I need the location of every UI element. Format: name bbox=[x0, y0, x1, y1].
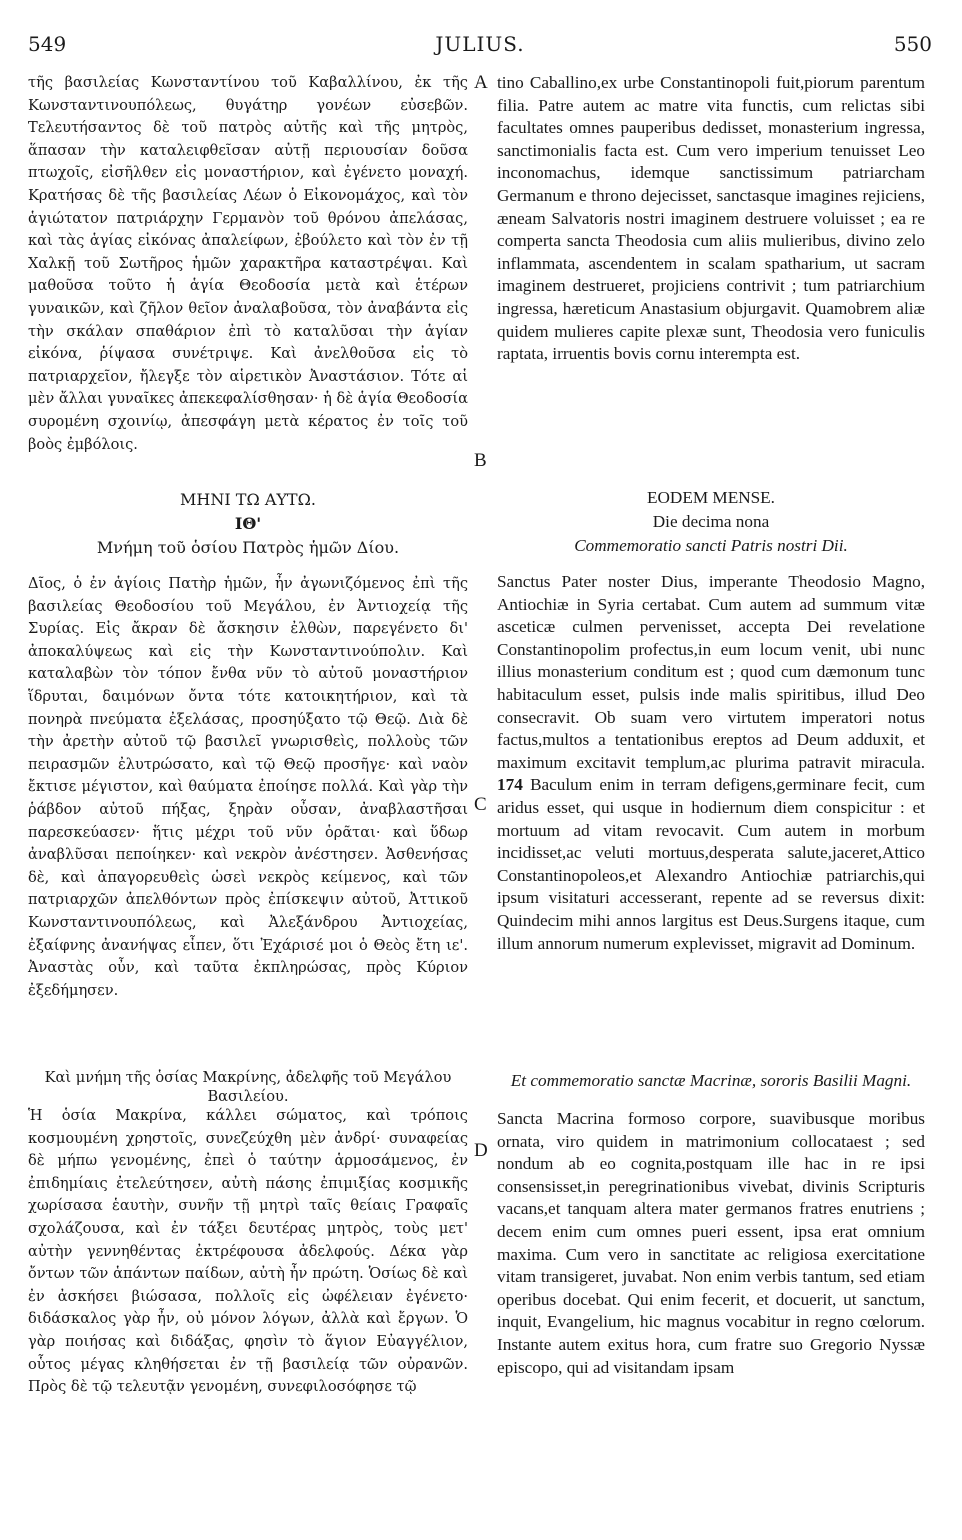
greek-month-heading: ΜΗΝΙ ΤΩ ΑΥΤΩ. bbox=[180, 490, 316, 509]
greek-day-heading: ΙΘ' bbox=[234, 514, 262, 533]
latin-column-section1 bbox=[497, 72, 925, 366]
greek-paragraph-macrina: Ἡ ὁσία Μακρίνα, κάλλει σώματος, καὶ τρόποις κοσμουμένη χρηστοῖς, συνεζεύχθη μὲν ἀνδρί· συναφείας δὲ μήπω γενομένης, ἐπεὶ ὁ ταύτην ἁρμοσάμενος, ἐν ἐπιδημίαις ἐτελεύτησεν, αὐτὴ πάσης ἐπιμιξίας κοσμικῆς χωρίσασα ἑαυτὴν, συνῆν τῇ μητρὶ ταῖς θείαις Γραφαῖς σχολάζουσα, καὶ ἐν τάξει δευτέρας μητρὸς, τοὺς μετ' αὐτὴν γεννηθέντας ἐκτρέφουσα ἀδελφούς. Δέκα γὰρ ὄντων τῶν ἁπάντων παίδων, αὐτὴ ἦν πρώτη. Ὁσίως δὲ καὶ ἐν ἀσκήσει βιώσασα, πολλοῖς εἰς ὠφέλειαν ἐγένετο· διδάσκαλος γὰρ ἦν, οὐ μόνον λόγων, ἀλλὰ καὶ ἔργων. Ὁ γὰρ ποιήσας καὶ διδάξας, φησὶν τὸ ἅγιον Εὐαγγέλιον, οὗτος μέγας κληθήσεται ἐν τῇ βασιλείᾳ τῶν οὐρανῶν. Πρὸς δὲ τῷ τελευτᾷν γενομένη, συνεφιλοσόφησε τῷ bbox=[28, 1107, 468, 1396]
greek-paragraph-theodosia: τῆς βασιλείας Κωνσταντίνου τοῦ Καβαλλίνου, ἐκ τῆς Κωνσταντινουπόλεως, θυγάτηρ γονέων εὐσεβῶν. Τελευτήσαντος δὲ τοῦ πατρὸς αὐτῆς καὶ τῆς μητρὸς, ἅπασαν τὴν καταλειφθεῖσαν αὐτῇ περιουσίαν δοῦσα πτωχοῖς, εἰσῆλθεν εἰς μοναστήριον, καὶ ἐγένετο μοναχή. Κρατήσας δὲ τῆς βασιλείας Λέων ὁ Εἰκονομάχος, καὶ τὸν ἁγιώτατον πατριάρχην Γερμανὸν τοῦ θρόνου ἀπελάσας, καὶ τὰς ἁγίας εἰκόνας ἀπαλείφων, ἐβούλετο καὶ τὸν ἐν τῇ Χαλκῇ τοῦ Σωτῆρος ἡμῶν χαρακτῆρα καταστρέψαι. Καὶ μαθοῦσα τοῦτο ἡ ἁγία Θεοδοσία μετὰ καὶ ἑτέρων γυναικῶν, καὶ ζῆλον θεῖον ἀναλαβοῦσα, τὸν ἀναβάντα εἰς τὴν σκάλαν σπαθάριον ἐπὶ τὸ καταλῦσαι τὴν ἁγίαν εἰκόνα, ῥίψασα συνέτριψε. Καὶ ἀνελθοῦσα εἰς τὸ πατριαρχεῖον, ἤλεγξε τὸν αἱρετικὸν Ἀναστάσιον. Τότε αἱ μὲν ἄλλαι γυναῖκες ἀπεκεφαλίσθησαν· ἡ δὲ ἁγία Θεοδοσία συρομένη σχοινίῳ, ἀπεσφάγη μετὰ κέρατος ἐν τοῖς τοῦ βοὸς ἐμβόλοις. bbox=[28, 74, 468, 453]
margin-marker-c: C bbox=[474, 794, 487, 815]
greek-paragraph-dius: Δῖος, ὁ ἐν ἁγίοις Πατὴρ ἡμῶν, ἦν ἀγωνιζόμενος ἐπὶ τῆς βασιλείας Θεοδοσίου τοῦ Μεγάλου, ἐν Ἀντιοχείᾳ τῆς Συρίας. Εἰς ἄκραν δὲ ἄσκησιν ἐλθὼν, παρεγένετο δι' ἀποκαλύψεως καὶ εἰς τὴν Κωνσταντινούπολιν. Καὶ καταλαβὼν τὸν τόπον ἔνθα νῦν τὸ αὐτοῦ μοναστήριον ἵδρυται, δαιμόνων ὄντα τότε κατοικητήριον, καὶ τὰ πονηρὰ πνεύματα ἐξελάσας, προσηύξατο τῷ Θεῷ. Διὰ δὲ τὴν ἀρετὴν αὐτοῦ τῷ βασιλεῖ γνωρισθεὶς, πολλοὺς τῶν πειρασμῶν ἐλυτρώσατο, καὶ τῷ Θεῷ προσῆγε· καὶ ναὸν ἔκτισε μέγιστον, καὶ θαύματα ἐποίησε πολλά. Καὶ γὰρ τὴν ῥάβδον αὐτοῦ πήξας, ξηρὰν οὖσαν, ἀναβλαστῆσαι παρεσκεύασεν· ἥτις μέχρι τοῦ νῦν ὁρᾶται· καὶ ὕδωρ ἀναβλῦσαι πεποίηκεν· καὶ νεκρὸν ἀνέστησεν. Ἀσθενήσας δὲ, καὶ ἀπαγορευθεὶς ὡσεὶ νεκρὸς κείμενος, καὶ τῶν πατριαρχῶν ἀπελθόντων πρὸς ἐπίσκεψιν αὐτοῦ, Ἀττικοῦ Κωνσταντινουπόλεως, καὶ Ἀλεξάνδρου Ἀντιοχείας, ἐξαίφνης ἀνανήψας εἶπεν, ὅτι Ἐχάρισέ μοι ὁ Θεὸς ἔτη ιε'. Ἀναστὰς οὖν, καὶ ταῦτα ἐκπληρώσας, πρὸς Κύριον ἐξεδήμησεν. bbox=[28, 575, 468, 999]
greek-column-section1 bbox=[28, 72, 468, 456]
page-reference-number: 174 bbox=[497, 775, 523, 795]
greek-column-section2 bbox=[28, 573, 468, 1002]
right-page-number: 550 bbox=[893, 32, 932, 56]
latin-paragraph-dius bbox=[497, 571, 925, 955]
greek-commemoration-heading: Μνήμη τοῦ ὁσίου Πατρὸς ἡμῶν Δίου. bbox=[96, 538, 400, 557]
latin-dius-text-b: Baculum enim in terram defigens,germinare fecit, cum aridus esset, qui usque in hodiernum diem conspicitur : et mortuum ad vitam revocavit. Cum autem in morbum incidisset,ac veluti mortuus,desperata salute,jaceret,Attico Constantinopoleos,et Alexandro Antiochiæ patriarchis,qui ipsum visitaturi accesserant, repente ad se reversus dixit: Quindecim mihi annos largitus est Deus.Surgens itaque, cum illum annorum numerum explevisset, migravit ad Dominum. bbox=[497, 775, 925, 953]
latin-commemoration-heading: Commemoratio sancti Patris nostri Dii. bbox=[574, 536, 848, 555]
latin-paragraph-theodosia: tino Caballino,ex urbe Constantinopoli fuit,piorum parentum filia. Patre autem ac matre vita functis, cum relictas sibi facultates omnes pauperibus dedisset, monasterium ingressa, sanctimonialis facta est. Cum vero imperium tenuisset Leo inconomachus, idemque sanctissimum patriarcham Germanum e throno dejecisset, sanctasque imagines rejiciens, æneam Salvatoris nostri imaginem destruere voluisset ; ea re comperta sancta Theodosia cum aliis mulieribus, divino zelo inflammata, ascendentem in scalam spatharium, ut sacram imaginem destrueret, projiciens contrivit ; tum patriarchium ingressa, hæreticum Anastasium objurgavit. Quamobrem aliæ quidem mulieres capite plexæ sunt, Theodosia vero funiculis raptata, irruentis bovis cornu interempta est. bbox=[497, 73, 925, 364]
margin-marker-a: A bbox=[474, 72, 488, 93]
latin-day-heading: Die decima nona bbox=[652, 512, 770, 531]
left-page-number: 549 bbox=[28, 32, 67, 56]
latin-dius-text-a: Sanctus Pater noster Dius, imperante Theodosio Magno, Antiochiæ in Syria certabat. Cum autem ad summum vitæ asceticæ culmen pervenisset, accepta Dei revelatione Constantinopolim profectus,in eum locum venit, ubi nunc illius monasterium conditum est ; quod cum dæmonum tunc habitaculum esset, pulsis inde malis spiritibus, illud Deo consecravit. Ob suam vero virtutem imperatori notus factus,multos a tentationibus ereptos ad Deum adduxit, et maximum excitavit templum,ac plurima patravit miracula. bbox=[497, 572, 925, 772]
margin-marker-d: D bbox=[474, 1140, 488, 1161]
latin-column-section2 bbox=[497, 571, 925, 955]
latin-column-section3 bbox=[497, 1108, 925, 1379]
latin-month-heading: EODEM MENSE. bbox=[647, 488, 775, 507]
latin-section-heading bbox=[497, 486, 925, 558]
greek-macrina-heading: Καὶ μνήμη τῆς ὁσίας Μακρίνης, ἀδελφῆς τοῦ Μεγάλου Βασιλείου. bbox=[44, 1069, 452, 1105]
greek-section-heading bbox=[28, 488, 468, 560]
latin-paragraph-macrina: Sancta Macrina formoso corpore, suavibusque moribus ornata, viro quidem in matrimonium collocataest ; sed nondum ab eo cognita,postquam ille hac in re ipsi consensisset,in peregrinationibus vivebat, divinis Scripturis vacans,et tanquam altera mater germanos fratres enutriens ; decem enim cum omnes pueri essent, ipsa erat omnium maxima. Cum vero in sanctitate ac religiosa exercitatione vitam transigeret, juvabat. Non enim verbis tantum, sed etiam operibus docebat. Qui enim fecerit, et docuerit, ut sanctum, inquit, Evangelium, hic magnus vocabitur in regno cœlorum. Instante autem exitus hora, cum fratre suo Gregorio Nyssæ episcopo, qui ad visitandam ipsam bbox=[497, 1109, 925, 1377]
greek-column-section3 bbox=[28, 1105, 468, 1399]
margin-marker-b: B bbox=[474, 450, 487, 471]
latin-macrina-heading: Et commemoratio sanctæ Macrinæ, sororis Basilii Magni. bbox=[510, 1071, 912, 1090]
running-header bbox=[28, 32, 932, 60]
running-title: JULIUS. bbox=[435, 32, 525, 56]
